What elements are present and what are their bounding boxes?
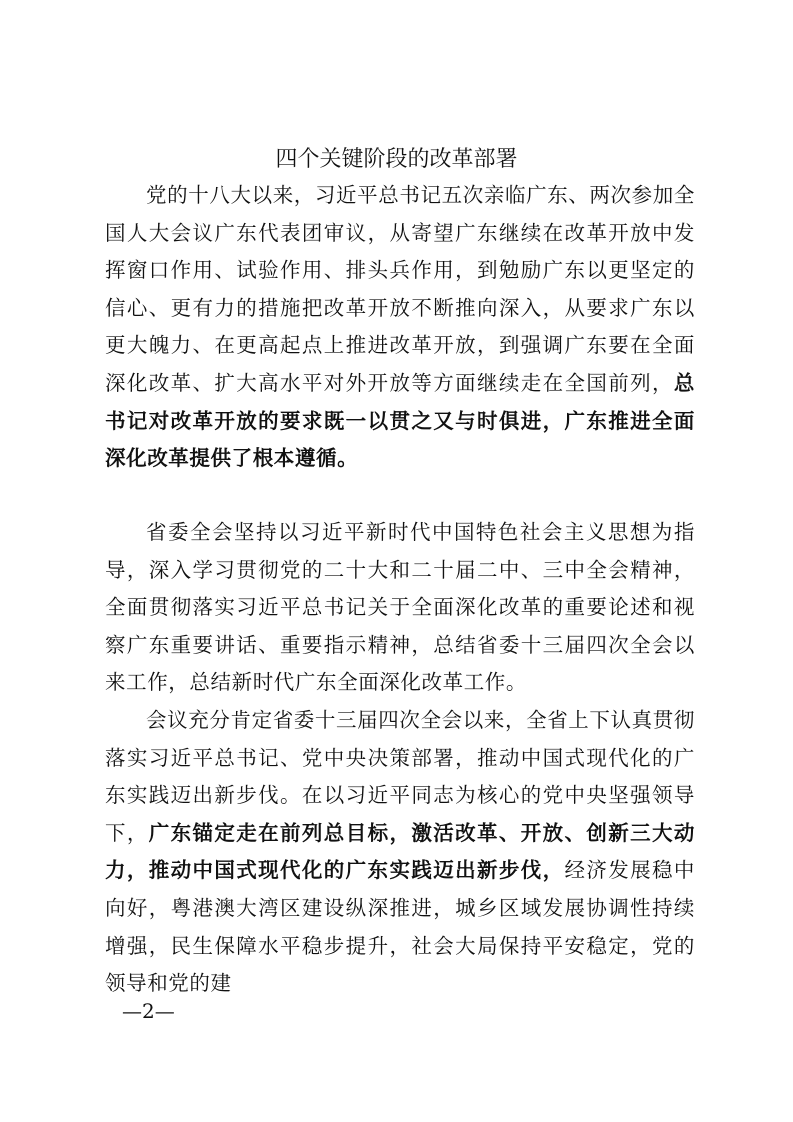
paragraph-1 <box>105 177 695 478</box>
paragraph-3-bold-text: 广东锚定走在前列总目标，激活改革、开放、创新三大动力，推动中国式现代化的广东实践迈出新步伐， <box>105 820 695 883</box>
paragraph-3-text-start: 会议充分肯定省委十三届四次全会以来，全省上下认真贯彻落实习近平总书记、党中央决策部署，推动中国式现代化的广东实践迈出新步伐。在以习近平同志为核心的党中央坚强领导下， <box>105 708 695 845</box>
paragraph-2 <box>105 514 695 702</box>
paragraph-1-bold-text: 总书记对改革开放的要求既一以贯之又与时俱进，广东推进全面深化改革提供了根本遵循。 <box>105 370 695 471</box>
page-title: 四个关键阶段的改革部署 <box>275 147 518 172</box>
paragraph-1-text: 党的十八大以来，习近平总书记五次亲临广东、两次参加全国人大会议广东代表团审议，从寄望广东继续在改革开放中发挥窗口作用、试验作用、排头兵作用，到勉励广东以更坚定的信心、更有力的措施把改革开放不断推向深入，从要求广东以更大魄力、在更高起点上推进改革开放，到强调广东要在全面深化改革、扩大高水平对外开放等方面继续走在全国前列， <box>105 183 695 395</box>
page-number: —2— <box>122 999 175 1023</box>
paragraph-2-text: 省委全会坚持以习近平新时代中国特色社会主义思想为指导，深入学习贯彻党的二十大和二十届二中、三中全会精神，全面贯彻落实习近平总书记关于全面深化改革的重要论述和视察广东重要讲话、重要指示精神，总结省委十三届四次全会以来工作，总结新时代广东全面深化改革工作。 <box>105 520 695 695</box>
paragraph-3-text-end: 经济发展稳中向好，粤港澳大湾区建设纵深推进，城乡区域发展协调性持续增强，民生保障水平稳步提升，社会大局保持平安稳定，党的领导和党的建 <box>105 858 695 996</box>
paragraph-3 <box>105 702 695 1003</box>
